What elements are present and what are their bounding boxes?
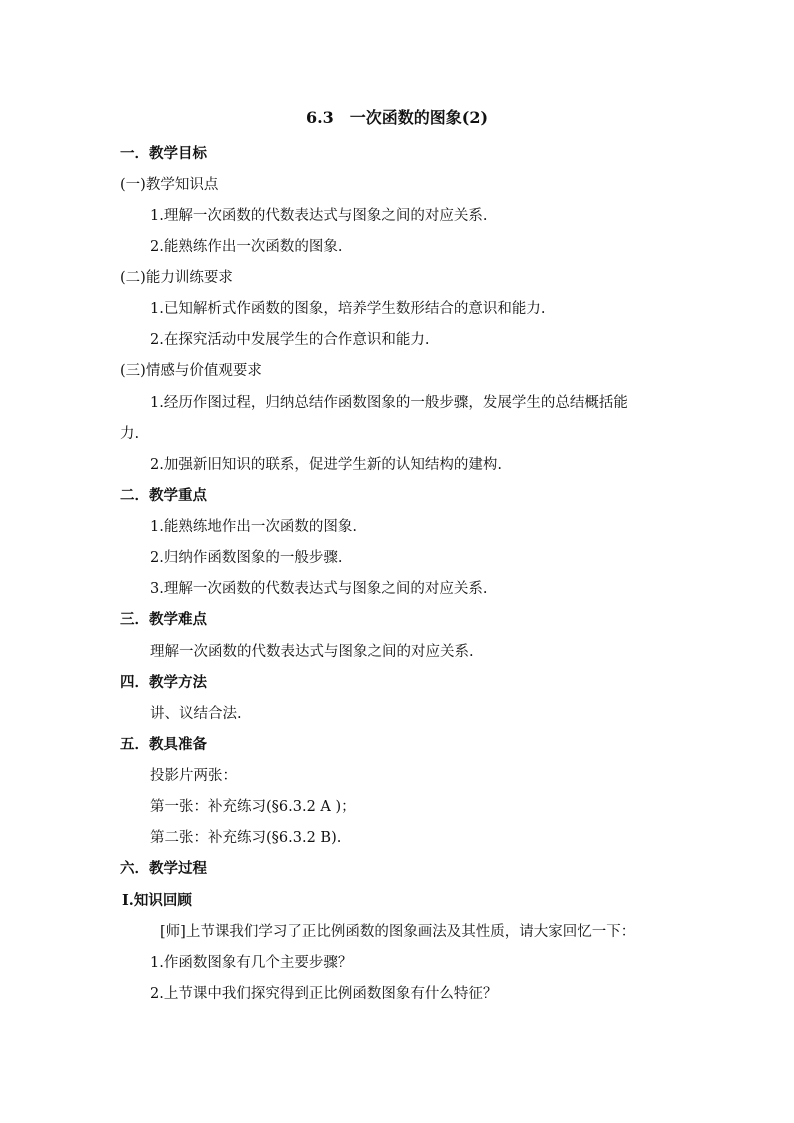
list-item: 2.归纳作函数图象的一般步骤. — [150, 550, 343, 566]
list-item: 3.理解一次函数的代数表达式与图象之间的对应关系. — [150, 581, 488, 597]
section-heading-objectives: 一．教学目标 — [120, 145, 207, 162]
list-item: 理解一次函数的代数表达式与图象之间的对应关系. — [150, 644, 474, 660]
section-heading-difficulties: 三．教学难点 — [120, 611, 207, 628]
question-item: 1.作函数图象有几个主要步骤？ — [150, 955, 353, 971]
section-heading-process: 六．教学过程 — [120, 860, 207, 877]
list-item: 2.在探究活动中发展学生的合作意识和能力. — [150, 332, 430, 348]
section-heading-key-points: 二．教学重点 — [120, 487, 207, 504]
subsection-ability-requirements: (二)能力训练要求 — [120, 270, 233, 286]
list-item-continuation: 力. — [120, 426, 140, 442]
teacher-remark: [师]上节课我们学习了正比例函数的图象画法及其性质，请大家回忆一下： — [160, 924, 636, 940]
section-heading-teaching-aids: 五．教具准备 — [120, 736, 207, 753]
list-item: 1.理解一次函数的代数表达式与图象之间的对应关系. — [150, 208, 488, 224]
list-item: 讲、议结合法. — [150, 706, 242, 722]
list-item: 1.已知解析式作函数的图象，培养学生数形结合的意识和能力. — [150, 301, 546, 317]
list-item: 投影片两张： — [150, 768, 237, 784]
list-item: 2.能熟练作出一次函数的图象. — [150, 239, 343, 255]
section-heading-methods: 四．教学方法 — [120, 674, 207, 691]
subsection-values-requirements: (三)情感与价值观要求 — [120, 363, 262, 379]
list-item: 第一张：补充练习(§6.3.2 A )； — [150, 799, 356, 815]
question-item: 2.上节课中我们探究得到正比例函数图象有什么特征？ — [150, 986, 498, 1002]
list-item: 1.能熟练地作出一次函数的图象. — [150, 519, 357, 535]
list-item: 2.加强新旧知识的联系，促进学生新的认知结构的建构. — [150, 457, 502, 473]
document-title: 6.3 一次函数的图象(2) — [305, 108, 489, 127]
list-item: 1.经历作图过程，归纳总结作函数图象的一般步骤，发展学生的总结概括能 — [150, 395, 628, 411]
subsection-knowledge-review: Ⅰ.知识回顾 — [122, 892, 192, 909]
list-item: 第二张：补充练习(§6.3.2 B). — [150, 830, 342, 846]
subsection-knowledge-points: (一)教学知识点 — [120, 177, 219, 193]
